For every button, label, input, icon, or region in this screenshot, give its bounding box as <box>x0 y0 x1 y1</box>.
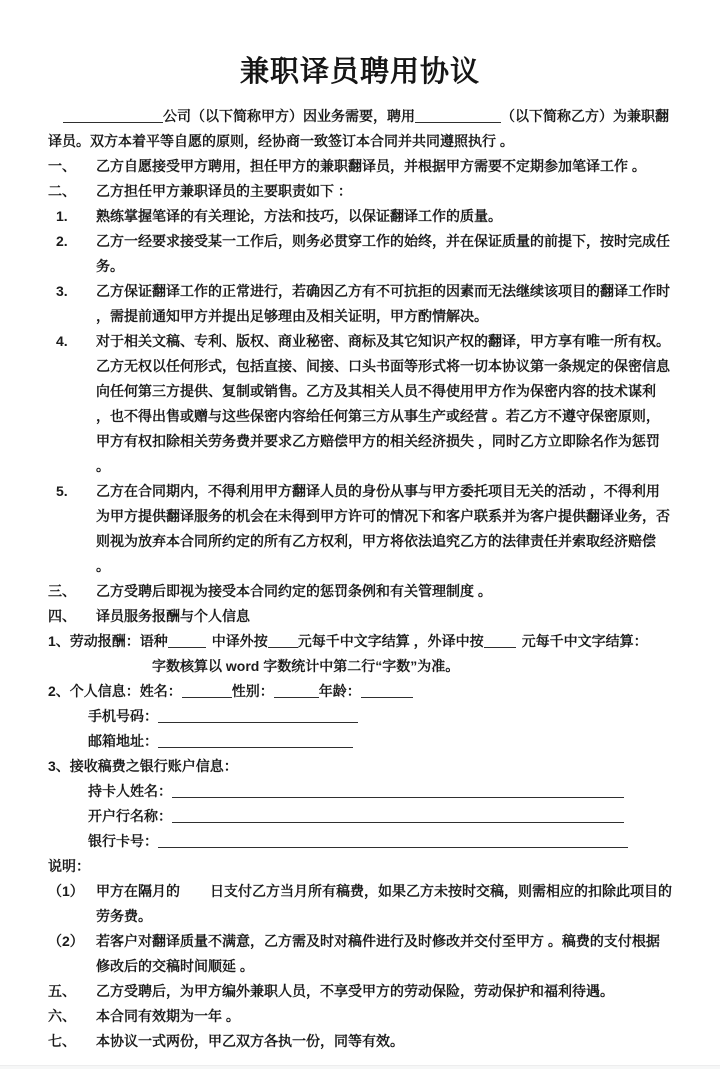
document-title: 兼职译员聘用协议 <box>239 56 480 88</box>
clause-5 <box>48 979 672 1004</box>
email-blank <box>158 736 353 748</box>
email-line <box>88 729 672 754</box>
note-1-text-post: 日支付乙方当月所有稿费，如果乙方未按时交稿，则需相应的扣除此项目的劳务费。 <box>96 883 672 924</box>
word-count-note: 字数核算以 word 字数统计中第二行“字数”为准。 <box>152 658 460 674</box>
duty-5-number: 5. <box>56 483 68 499</box>
card-number-blank <box>158 836 628 848</box>
duty-2-number: 2. <box>56 233 68 249</box>
duty-2-text: 乙方一经要求接受某一工作后，则务必贯穿工作的始终，并在保证质量的前提下，按时完成任务。 <box>96 233 670 274</box>
party-a-name-blank <box>63 111 163 123</box>
compensation-line <box>48 629 672 654</box>
duty-item-1 <box>56 204 672 229</box>
duty-item-4 <box>56 329 672 479</box>
personal-info-line <box>48 679 672 704</box>
clause-6 <box>48 1004 672 1029</box>
card-holder-line <box>88 779 672 804</box>
clause-2-text: 乙方担任甲方兼职译员的主要职责如下 ： <box>96 183 352 199</box>
duty-item-2 <box>56 229 672 279</box>
clause-1-text: 乙方自愿接受甲方聘用，担任甲方的兼职翻译员，并根据甲方需要不定期参加笔译工作 。 <box>96 158 646 174</box>
gender-label: 性别： <box>231 683 274 699</box>
bank-branch-line <box>88 804 672 829</box>
note-1-text-pre: 甲方在隔月的 <box>96 883 180 899</box>
clause-3 <box>48 579 672 604</box>
clause-7-number: 七、 <box>48 1033 76 1049</box>
note-item-1 <box>48 879 672 929</box>
party-b-name-blank <box>415 111 501 123</box>
notes-heading: 说明： <box>48 858 90 874</box>
clause-1 <box>48 154 672 179</box>
clause-3-text: 乙方受聘后即视为接受本合同约定的惩罚条例和有关管理制度 。 <box>96 583 492 599</box>
clause-7 <box>48 1029 672 1054</box>
compensation-text-3: 元每千中文字结算 ，外译中按 <box>297 633 484 649</box>
name-blank <box>182 686 232 698</box>
phone-blank <box>158 711 358 723</box>
duty-item-5 <box>56 479 672 579</box>
clause-4-text: 译员服务报酬与个人信息 <box>96 608 250 624</box>
card-number-label: 银行卡号： <box>88 833 158 849</box>
note-1-number: （1） <box>48 883 84 899</box>
bank-branch-blank <box>172 811 624 823</box>
clause-4-number: 四、 <box>48 608 76 624</box>
phone-label: 手机号码： <box>88 708 158 724</box>
card-holder-blank <box>172 786 624 798</box>
duty-1-number: 1. <box>56 208 68 224</box>
duty-3-number: 3. <box>56 283 68 299</box>
clause-5-text: 乙方受聘后，为甲方编外兼职人员，不享受甲方的劳动保险，劳动保护和福利待遇。 <box>96 983 614 999</box>
clause-3-number: 三、 <box>48 583 76 599</box>
note-2-text: 若客户对翻译质量不满意，乙方需及时对稿件进行及时修改并交付至甲方 。稿费的支付根据修改后的交稿时间顺延 。 <box>96 933 660 974</box>
clause-2 <box>48 179 672 204</box>
clause-1-number: 一、 <box>48 158 76 174</box>
language-blank <box>168 636 206 648</box>
clause-6-text: 本合同有效期为一年 。 <box>96 1008 240 1024</box>
compensation-text-4: 元每千中文字结算： <box>521 633 648 649</box>
clause-2-number: 二、 <box>48 183 76 199</box>
card-number-line <box>88 829 672 854</box>
duty-4-text: 对于相关文稿、专利、版权、商业秘密、商标及其它知识产权的翻译，甲方享有唯一所有权。乙方无权以任何形式，包括直接、间接、口头书面等形式将一切本协议第一条规定的保密信息向任何第三方提供、复制或销售。乙方及其相关人员不得使用甲方作为保密内容的技术谋利 ，也不得出售或赠与这些保密内容给任何第三方从事生产或经营 。若乙方不遵守保密原则，甲方有权扣除相关劳务费并要求乙方赔偿甲方的相关经济损失 ，同时乙方立即除名作为惩罚 。 <box>96 333 670 474</box>
duty-3-text: 乙方保证翻译工作的正常进行，若确因乙方有不可抗拒的因素而无法继续该项目的翻译工作时 ，需提前通知甲方并提出足够理由及相关证明，甲方酌情解决。 <box>96 283 670 324</box>
note-item-2 <box>48 929 672 979</box>
card-holder-label: 持卡人姓名： <box>88 783 172 799</box>
zh-to-foreign-rate-blank <box>268 636 298 648</box>
page-bottom-edge <box>0 1065 720 1069</box>
age-label: 年龄： <box>318 683 361 699</box>
clause-7-text: 本协议一式两份，甲乙双方各执一份，同等有效。 <box>96 1033 404 1049</box>
intro-text-1: 公司（以下简称甲方）因业务需要，聘用 <box>163 108 415 124</box>
duty-item-3 <box>56 279 672 329</box>
note-2-number: （2） <box>48 933 84 949</box>
compensation-text-2: 中译外按 <box>211 633 268 649</box>
intro-text-2: （以下简称乙方）为兼职翻译员。双方本着平等自愿的原则，经协商一致签订本合同并共同遵照执行 。 <box>48 108 669 149</box>
compensation-text-1: 1、劳动报酬：语种 <box>48 633 168 649</box>
gender-blank <box>274 686 319 698</box>
phone-line <box>88 704 672 729</box>
bank-branch-label: 开户行名称： <box>88 808 172 824</box>
duty-5-text: 乙方在合同期内，不得利用甲方翻译人员的身份从事与甲方委托项目无关的活动 ，不得利用为甲方提供翻译服务的机会在未得到甲方许可的情况下和客户联系并为客户提供翻译业务，否则视为放弃本合同所约定的所有乙方权利，甲方将依法追究乙方的法律责任并索取经济赔偿 。 <box>96 483 670 574</box>
bank-heading: 3、接收稿费之银行账户信息： <box>48 758 238 774</box>
age-blank <box>361 686 413 698</box>
email-label: 邮箱地址： <box>88 733 158 749</box>
clause-6-number: 六、 <box>48 1008 76 1024</box>
contract-document-page <box>0 52 720 1069</box>
clause-5-number: 五、 <box>48 983 76 999</box>
foreign-to-zh-rate-blank <box>484 636 516 648</box>
personal-info-text: 2、个人信息：姓名： <box>48 683 182 699</box>
duty-4-number: 4. <box>56 333 68 349</box>
clause-4 <box>48 604 672 629</box>
duty-1-text: 熟练掌握笔译的有关理论，方法和技巧，以保证翻译工作的质量。 <box>96 208 502 224</box>
intro-paragraph <box>48 104 672 154</box>
